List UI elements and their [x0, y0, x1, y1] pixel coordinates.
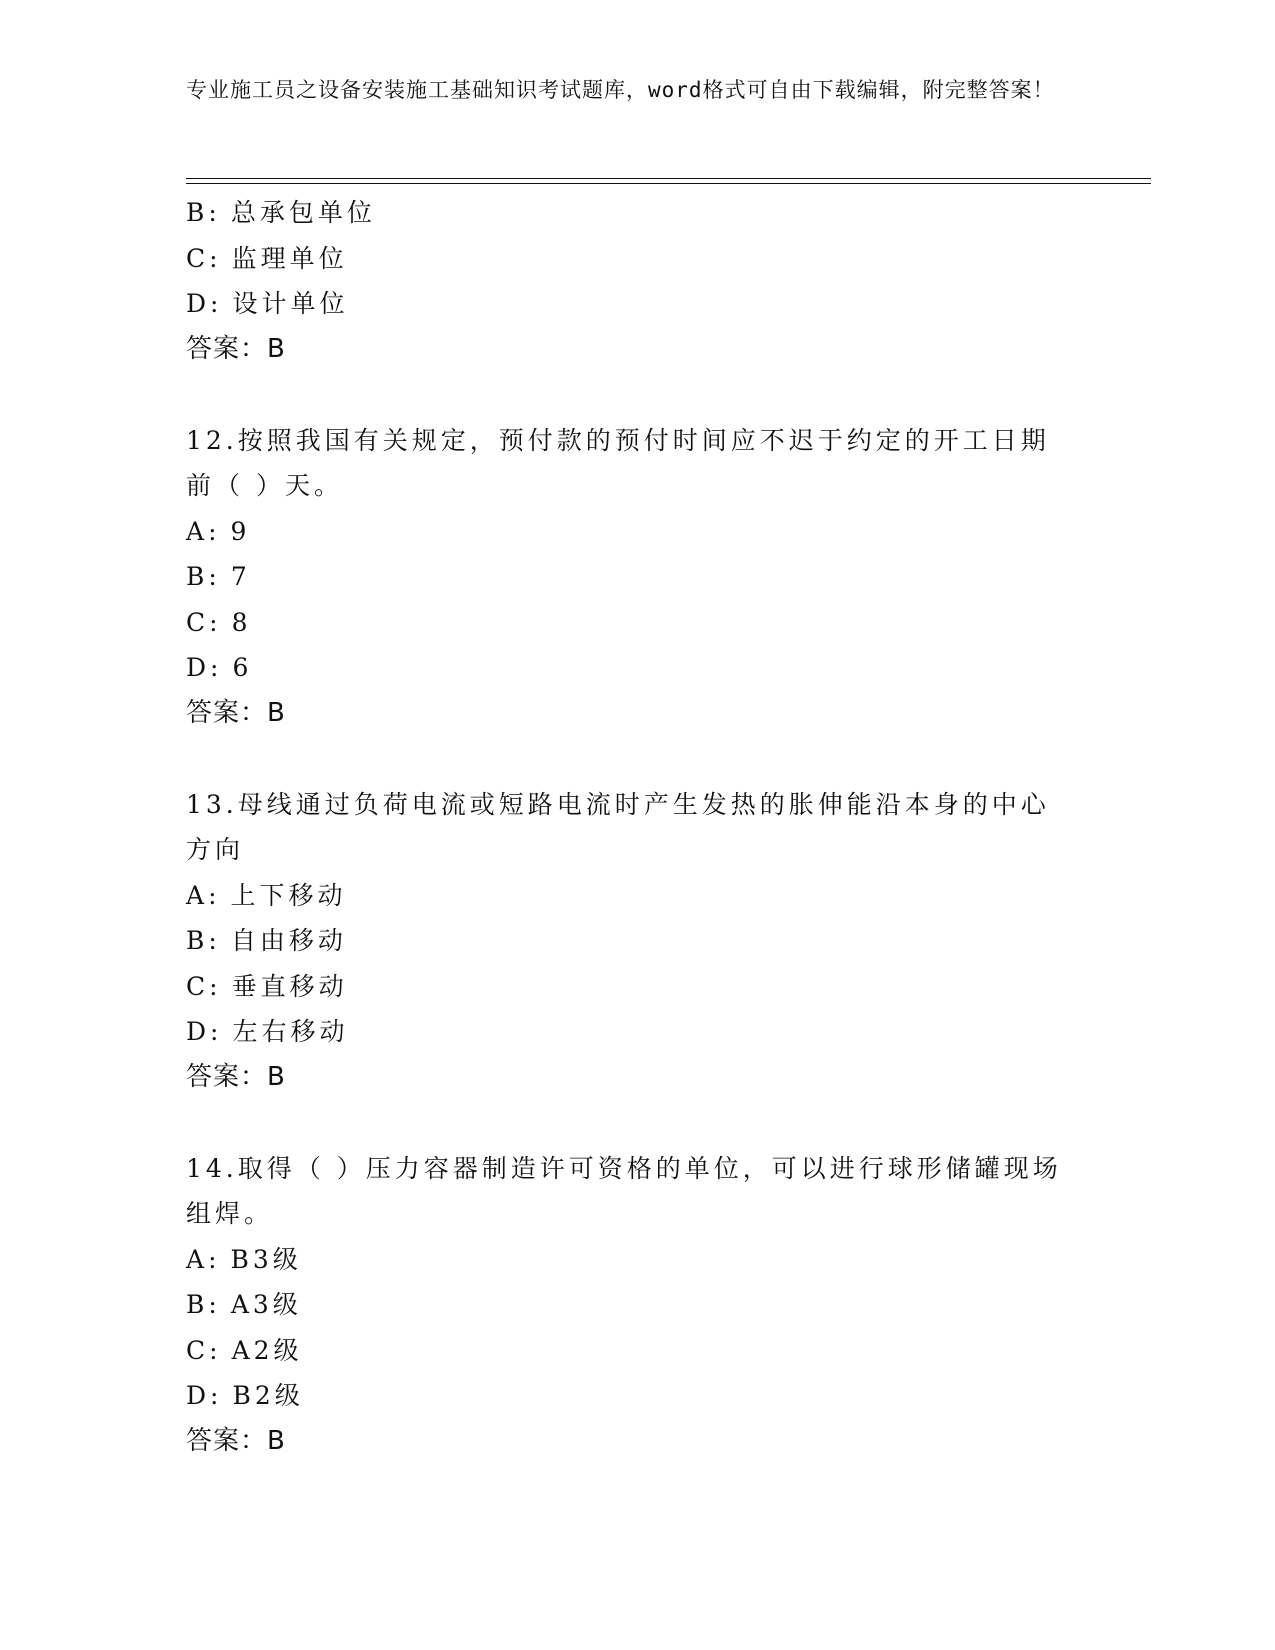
option-line: B: A3级 [186, 1290, 302, 1319]
option-line: A: B3级 [186, 1244, 302, 1274]
answer-line: 答案：B [186, 1425, 286, 1456]
option-line: A: 9 [186, 516, 251, 546]
option-line: B: 总承包单位 [186, 198, 376, 227]
header-divider-bottom [186, 183, 1151, 184]
question-13 [186, 782, 1086, 1101]
question-stem: 13.母线通过负荷电流或短路电流时产生发热的胀伸能沿本身的中心方向 [186, 789, 1050, 864]
option-line: D: 左右移动 [186, 1017, 349, 1046]
question-12 [186, 418, 1086, 737]
question-stem: 14.取得（ ）压力容器制造许可资格的单位，可以进行球形储罐现场组焊。 [186, 1153, 1062, 1228]
option-line: D: 设计单位 [186, 289, 349, 318]
option-line: B: 自由移动 [186, 926, 347, 955]
answer-line: 答案：B [186, 1061, 286, 1092]
document-header: 专业施工员之设备安装施工基础知识考试题库，word格式可自由下载编辑，附完整答案！ [186, 78, 1055, 102]
option-line: A: 上下移动 [186, 880, 347, 910]
question-list [186, 190, 1086, 1464]
option-line: D: 6 [186, 653, 253, 682]
option-line: C: 监理单位 [186, 243, 348, 273]
option-line: C: 8 [186, 607, 252, 637]
answer-line: 答案：B [186, 697, 286, 728]
option-line: D: B2级 [186, 1381, 304, 1410]
answer-line: 答案：B [186, 333, 286, 364]
header-divider-top [186, 178, 1151, 179]
question-11-continued [186, 190, 1086, 372]
option-line: B: 7 [186, 562, 251, 591]
option-line: C: 垂直移动 [186, 971, 348, 1001]
question-14 [186, 1146, 1086, 1465]
question-stem: 12.按照我国有关规定，预付款的预付时间应不迟于约定的开工日期前（ ）天。 [186, 425, 1050, 500]
option-line: C: A2级 [186, 1335, 303, 1365]
